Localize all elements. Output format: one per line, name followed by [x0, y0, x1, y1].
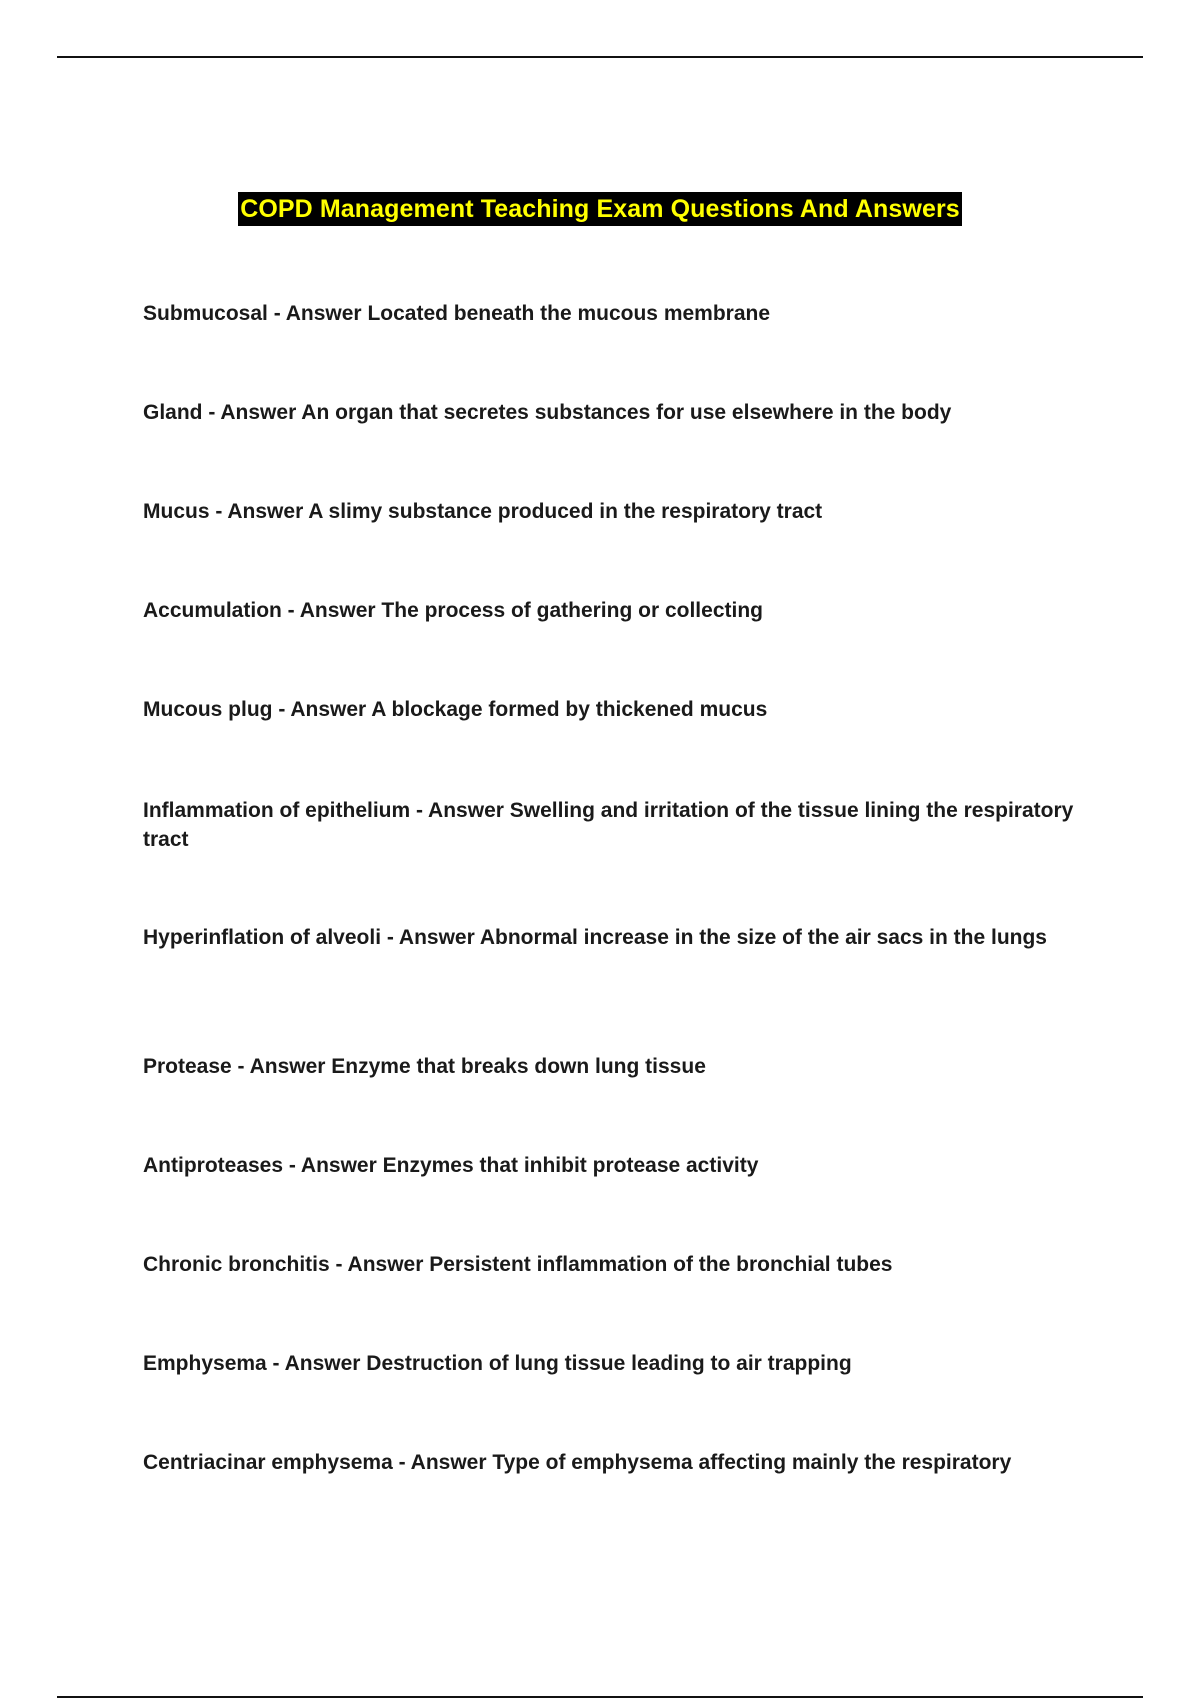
- qa-entry-emphysema: Emphysema - Answer Destruction of lung tissue leading to air trapping: [143, 1352, 852, 1375]
- qa-entry-hyperinflation-of-alveoli: Hyperinflation of alveoli - Answer Abnormal increase in the size of the air sacs in the lungs: [143, 926, 1047, 949]
- title-container: [0, 192, 1200, 226]
- document-title: COPD Management Teaching Exam Questions And Answers: [238, 192, 962, 226]
- qa-entry-protease: Protease - Answer Enzyme that breaks down lung tissue: [143, 1055, 706, 1078]
- qa-entry-gland: Gland - Answer An organ that secretes substances for use elsewhere in the body: [143, 401, 952, 424]
- qa-entry-mucous-plug: Mucous plug - Answer A blockage formed by thickened mucus: [143, 698, 768, 721]
- footer-rule: [57, 1696, 1143, 1698]
- qa-entry-centriacinar-emphysema: Centriacinar emphysema - Answer Type of emphysema affecting mainly the respiratory: [143, 1451, 1012, 1474]
- qa-entry-inflammation-of-epithelium: Inflammation of epithelium - Answer Swelling and irritation of the tissue lining the respiratory tract: [143, 799, 1074, 851]
- qa-entry-antiproteases: Antiproteases - Answer Enzymes that inhibit protease activity: [143, 1154, 759, 1177]
- qa-entry-accumulation: Accumulation - Answer The process of gathering or collecting: [143, 599, 763, 622]
- header-rule: [57, 56, 1143, 58]
- qa-entry-mucus: Mucus - Answer A slimy substance produced in the respiratory tract: [143, 500, 823, 523]
- qa-entry-submucosal: Submucosal - Answer Located beneath the mucous membrane: [143, 302, 771, 325]
- qa-entry-chronic-bronchitis: Chronic bronchitis - Answer Persistent inflammation of the bronchial tubes: [143, 1253, 893, 1276]
